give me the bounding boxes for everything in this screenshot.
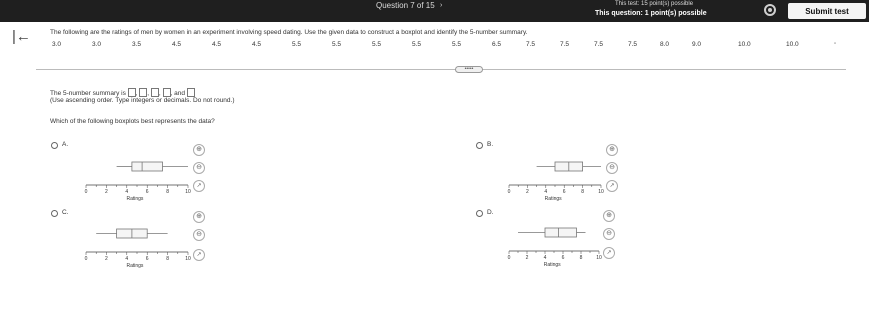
- ratings-data-row: [52, 41, 852, 51]
- rating-value: 4.5: [212, 41, 222, 48]
- back-arrow-icon[interactable]: |←: [12, 28, 31, 45]
- axis-label: Ratings: [544, 196, 562, 202]
- rating-value: 5.5: [452, 41, 462, 48]
- summary-and: and: [174, 90, 186, 97]
- tick-label: 4: [543, 255, 547, 261]
- tick-label: 10: [185, 256, 191, 262]
- open-new-window-icon[interactable]: ↗: [193, 249, 205, 261]
- rating-value: 7.5: [560, 41, 570, 48]
- test-points: This test: 15 point(s) possible: [615, 1, 694, 7]
- rating-value: 7.5: [594, 41, 604, 48]
- option-b-radio[interactable]: [476, 142, 483, 149]
- section-divider: [36, 69, 846, 70]
- zoom-in-icon[interactable]: ⊕: [603, 210, 615, 222]
- rating-value: 9.0: [692, 41, 702, 48]
- tick-label: 6: [145, 189, 149, 195]
- answer-box-3[interactable]: [151, 88, 159, 97]
- option-d-label: D.: [487, 209, 494, 216]
- option-b-label: B.: [487, 141, 494, 148]
- tick-label: 10: [185, 189, 191, 195]
- tick-label: 6: [561, 255, 565, 261]
- tick-label: 0: [84, 256, 88, 262]
- axis-label: Ratings: [126, 196, 144, 202]
- zoom-in-icon[interactable]: ⊕: [193, 144, 205, 156]
- boxplot-question: Which of the following boxplots best represents the data?: [50, 118, 215, 125]
- rating-value: 3.0: [52, 41, 62, 48]
- option-c-radio[interactable]: [51, 210, 58, 217]
- boxplot-option-a: [82, 152, 194, 202]
- tick-label: 8: [581, 189, 584, 195]
- tick-label: 6: [145, 256, 149, 262]
- zoom-out-icon[interactable]: ⊖: [193, 162, 205, 174]
- open-new-window-icon[interactable]: ↗: [603, 247, 615, 259]
- answer-box-2[interactable]: [139, 88, 147, 97]
- answer-box-1[interactable]: [128, 88, 136, 97]
- summary-instruction: (Use ascending order. Type integers or decimals. Do not round.): [50, 97, 235, 104]
- box: [545, 228, 577, 237]
- tick-label: 10: [596, 255, 602, 261]
- boxplot-option-c: [82, 219, 194, 271]
- question-points: This question: 1 point(s) possible: [595, 10, 707, 17]
- option-d-radio[interactable]: [476, 210, 483, 217]
- rating-value: 4.5: [252, 41, 262, 48]
- tick-label: 2: [526, 189, 529, 195]
- option-a-label: A.: [62, 141, 69, 148]
- boxplot-option-b: [505, 152, 607, 202]
- tick-label: 10: [598, 189, 604, 195]
- rating-value: 3.5: [132, 41, 142, 48]
- tick-label: 8: [166, 256, 169, 262]
- axis-label: Ratings: [126, 263, 144, 269]
- top-bar: [0, 0, 869, 22]
- zoom-in-icon[interactable]: ⊕: [193, 211, 205, 223]
- option-c-label: C.: [62, 209, 69, 216]
- zoom-out-icon[interactable]: ⊖: [193, 229, 205, 241]
- tick-label: 8: [166, 189, 169, 195]
- axis-label: Ratings: [543, 262, 561, 268]
- gear-icon[interactable]: [764, 4, 776, 16]
- rating-value: 10.0: [738, 41, 751, 48]
- box: [132, 162, 163, 171]
- open-new-window-icon[interactable]: ↗: [193, 180, 205, 192]
- rating-value: 5.5: [332, 41, 342, 48]
- tick-label: 2: [525, 255, 529, 261]
- tick-label: 8: [579, 255, 583, 261]
- tick-label: 2: [105, 189, 108, 195]
- rating-value: 5.5: [292, 41, 302, 48]
- tick-label: 0: [507, 255, 511, 261]
- zoom-out-icon[interactable]: ⊖: [606, 162, 618, 174]
- submit-test-button[interactable]: Submit test: [788, 3, 866, 19]
- rating-value: 3.0: [92, 41, 102, 48]
- boxplot-option-d: [505, 218, 605, 270]
- summary-label: The 5-number summary is: [50, 90, 126, 97]
- tick-label: 2: [105, 256, 108, 262]
- option-a-radio[interactable]: [51, 142, 58, 149]
- tick-label: 4: [544, 189, 548, 195]
- rating-value: 7.5: [628, 41, 638, 48]
- open-new-window-icon[interactable]: ↗: [606, 180, 618, 192]
- question-prompt: The following are the ratings of men by women in an experiment involving speed dating. Use the given data to construct a boxplot and identify the 5-number summary.: [50, 29, 528, 36]
- rating-value: 7.5: [526, 41, 536, 48]
- rating-value: 5.5: [372, 41, 382, 48]
- copy-data-icon[interactable]: ▫: [834, 41, 837, 47]
- rating-value: 5.5: [412, 41, 422, 48]
- tick-label: 0: [507, 189, 511, 195]
- tick-label: 4: [125, 189, 129, 195]
- question-number: Question 7 of 15: [376, 1, 435, 10]
- next-question-arrow[interactable]: ›: [440, 2, 443, 9]
- rating-value: 10.0: [786, 41, 799, 48]
- zoom-out-icon[interactable]: ⊖: [603, 228, 615, 240]
- answer-box-5[interactable]: [187, 88, 195, 97]
- rating-value: 4.5: [172, 41, 182, 48]
- rating-value: 8.0: [660, 41, 670, 48]
- expand-more-button[interactable]: •••••: [455, 66, 483, 73]
- tick-label: 6: [562, 189, 566, 195]
- tick-label: 0: [84, 189, 88, 195]
- tick-label: 4: [125, 256, 129, 262]
- answer-box-4[interactable]: [163, 88, 171, 97]
- rating-value: 6.5: [492, 41, 502, 48]
- five-number-summary: The 5-number summary is , , , , and: [50, 88, 195, 97]
- zoom-in-icon[interactable]: ⊕: [606, 144, 618, 156]
